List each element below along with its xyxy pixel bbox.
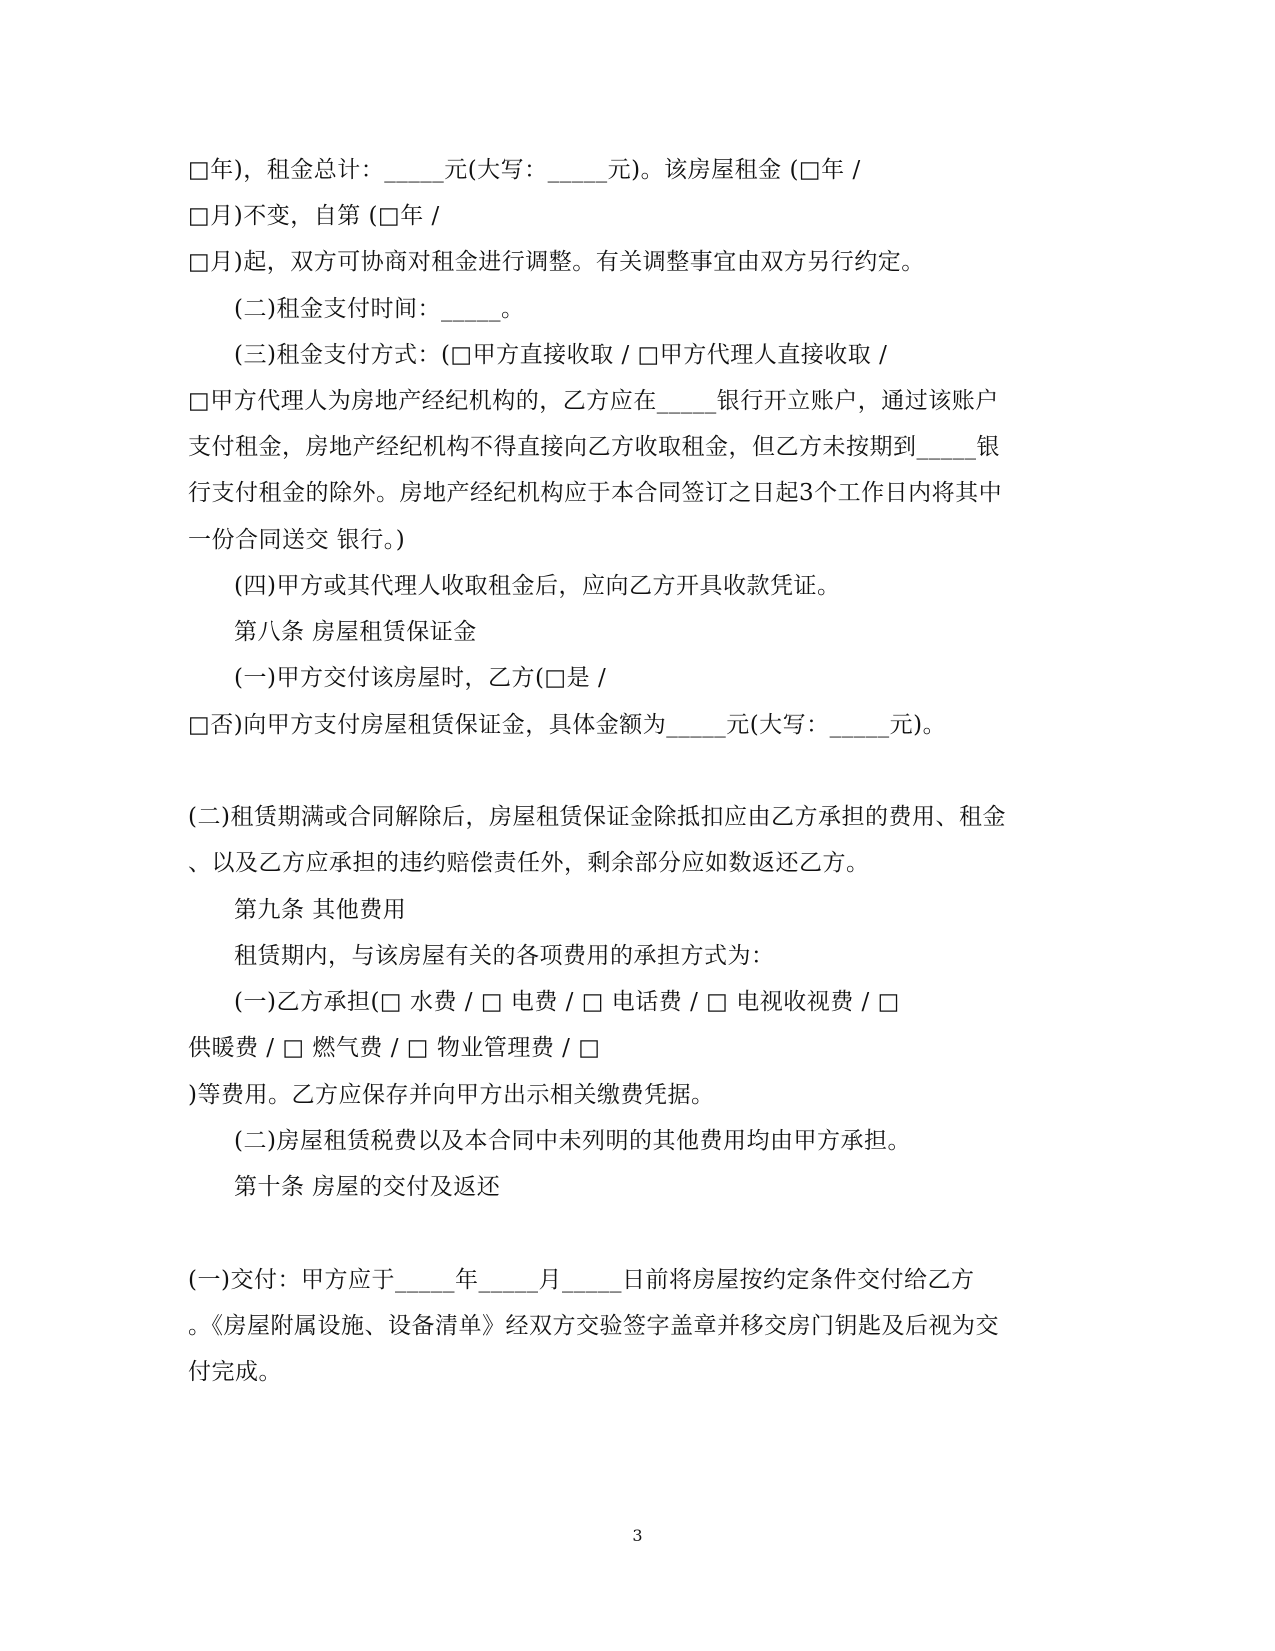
text-line: 租赁期内，与该房屋有关的各项费用的承担方式为： — [234, 943, 775, 969]
text-line: 供暖费 / □ 燃气费 / □ 物业管理费 / □ — [188, 1035, 601, 1061]
text-line: (一)交付：甲方应于_____年_____月_____日前将房屋按约定条件交付给乙方 — [188, 1267, 975, 1293]
text-line: (一)甲方交付该房屋时，乙方(□是 / — [234, 665, 607, 691]
text-line: □月)起，双方可协商对租金进行调整。有关调整事宜由双方另行约定。 — [188, 249, 925, 275]
text-line: 、以及乙方应承担的违约赔偿责任外，剩余部分应如数返还乙方。 — [188, 850, 870, 876]
section-heading: 第十条 房屋的交付及返还 — [234, 1174, 501, 1200]
text-line: 支付租金，房地产经纪机构不得直接向乙方收取租金，但乙方未按期到_____银 — [188, 434, 1000, 460]
text-line: 一份合同送交 银行。) — [188, 527, 406, 553]
text-line: 付完成。 — [188, 1359, 282, 1385]
section-heading: 第九条 其他费用 — [234, 897, 407, 923]
text-line: 行支付租金的除外。房地产经纪机构应于本合同签订之日起3个工作日内将其中 — [188, 480, 1003, 506]
text-line: (四)甲方或其代理人收取租金后，应向乙方开具收款凭证。 — [234, 573, 841, 599]
text-line: (二)房屋租赁税费以及本合同中未列明的其他费用均由甲方承担。 — [234, 1128, 911, 1154]
text-line: □甲方代理人为房地产经纪机构的，乙方应在_____银行开立账户，通过该账户 — [188, 388, 999, 414]
page-number: 3 — [632, 1526, 643, 1545]
text-line: )等费用。乙方应保存并向甲方出示相关缴费凭据。 — [188, 1082, 715, 1108]
text-line: (三)租金支付方式：(□甲方直接收取 / □甲方代理人直接收取 / — [234, 342, 888, 368]
text-line: □月)不变，自第 (□年 / — [188, 203, 440, 229]
text-line: □年)，租金总计：_____元(大写：_____元)。该房屋租金 (□年 / — [188, 157, 861, 183]
text-line: (二)租赁期满或合同解除后，房屋租赁保证金除抵扣应由乙方承担的费用、租金 — [188, 804, 1006, 830]
section-heading: 第八条 房屋租赁保证金 — [234, 619, 477, 645]
text-line: (二)租金支付时间：_____。 — [234, 296, 525, 322]
text-line: (一)乙方承担(□ 水费 / □ 电费 / □ 电话费 / □ 电视收视费 / □ — [234, 989, 900, 1015]
text-line: 。《房屋附属设施、设备清单》经双方交验签字盖章并移交房门钥匙及后视为交 — [188, 1313, 999, 1339]
text-line: □否)向甲方支付房屋租赁保证金，具体金额为_____元(大写：_____元)。 — [188, 712, 947, 738]
